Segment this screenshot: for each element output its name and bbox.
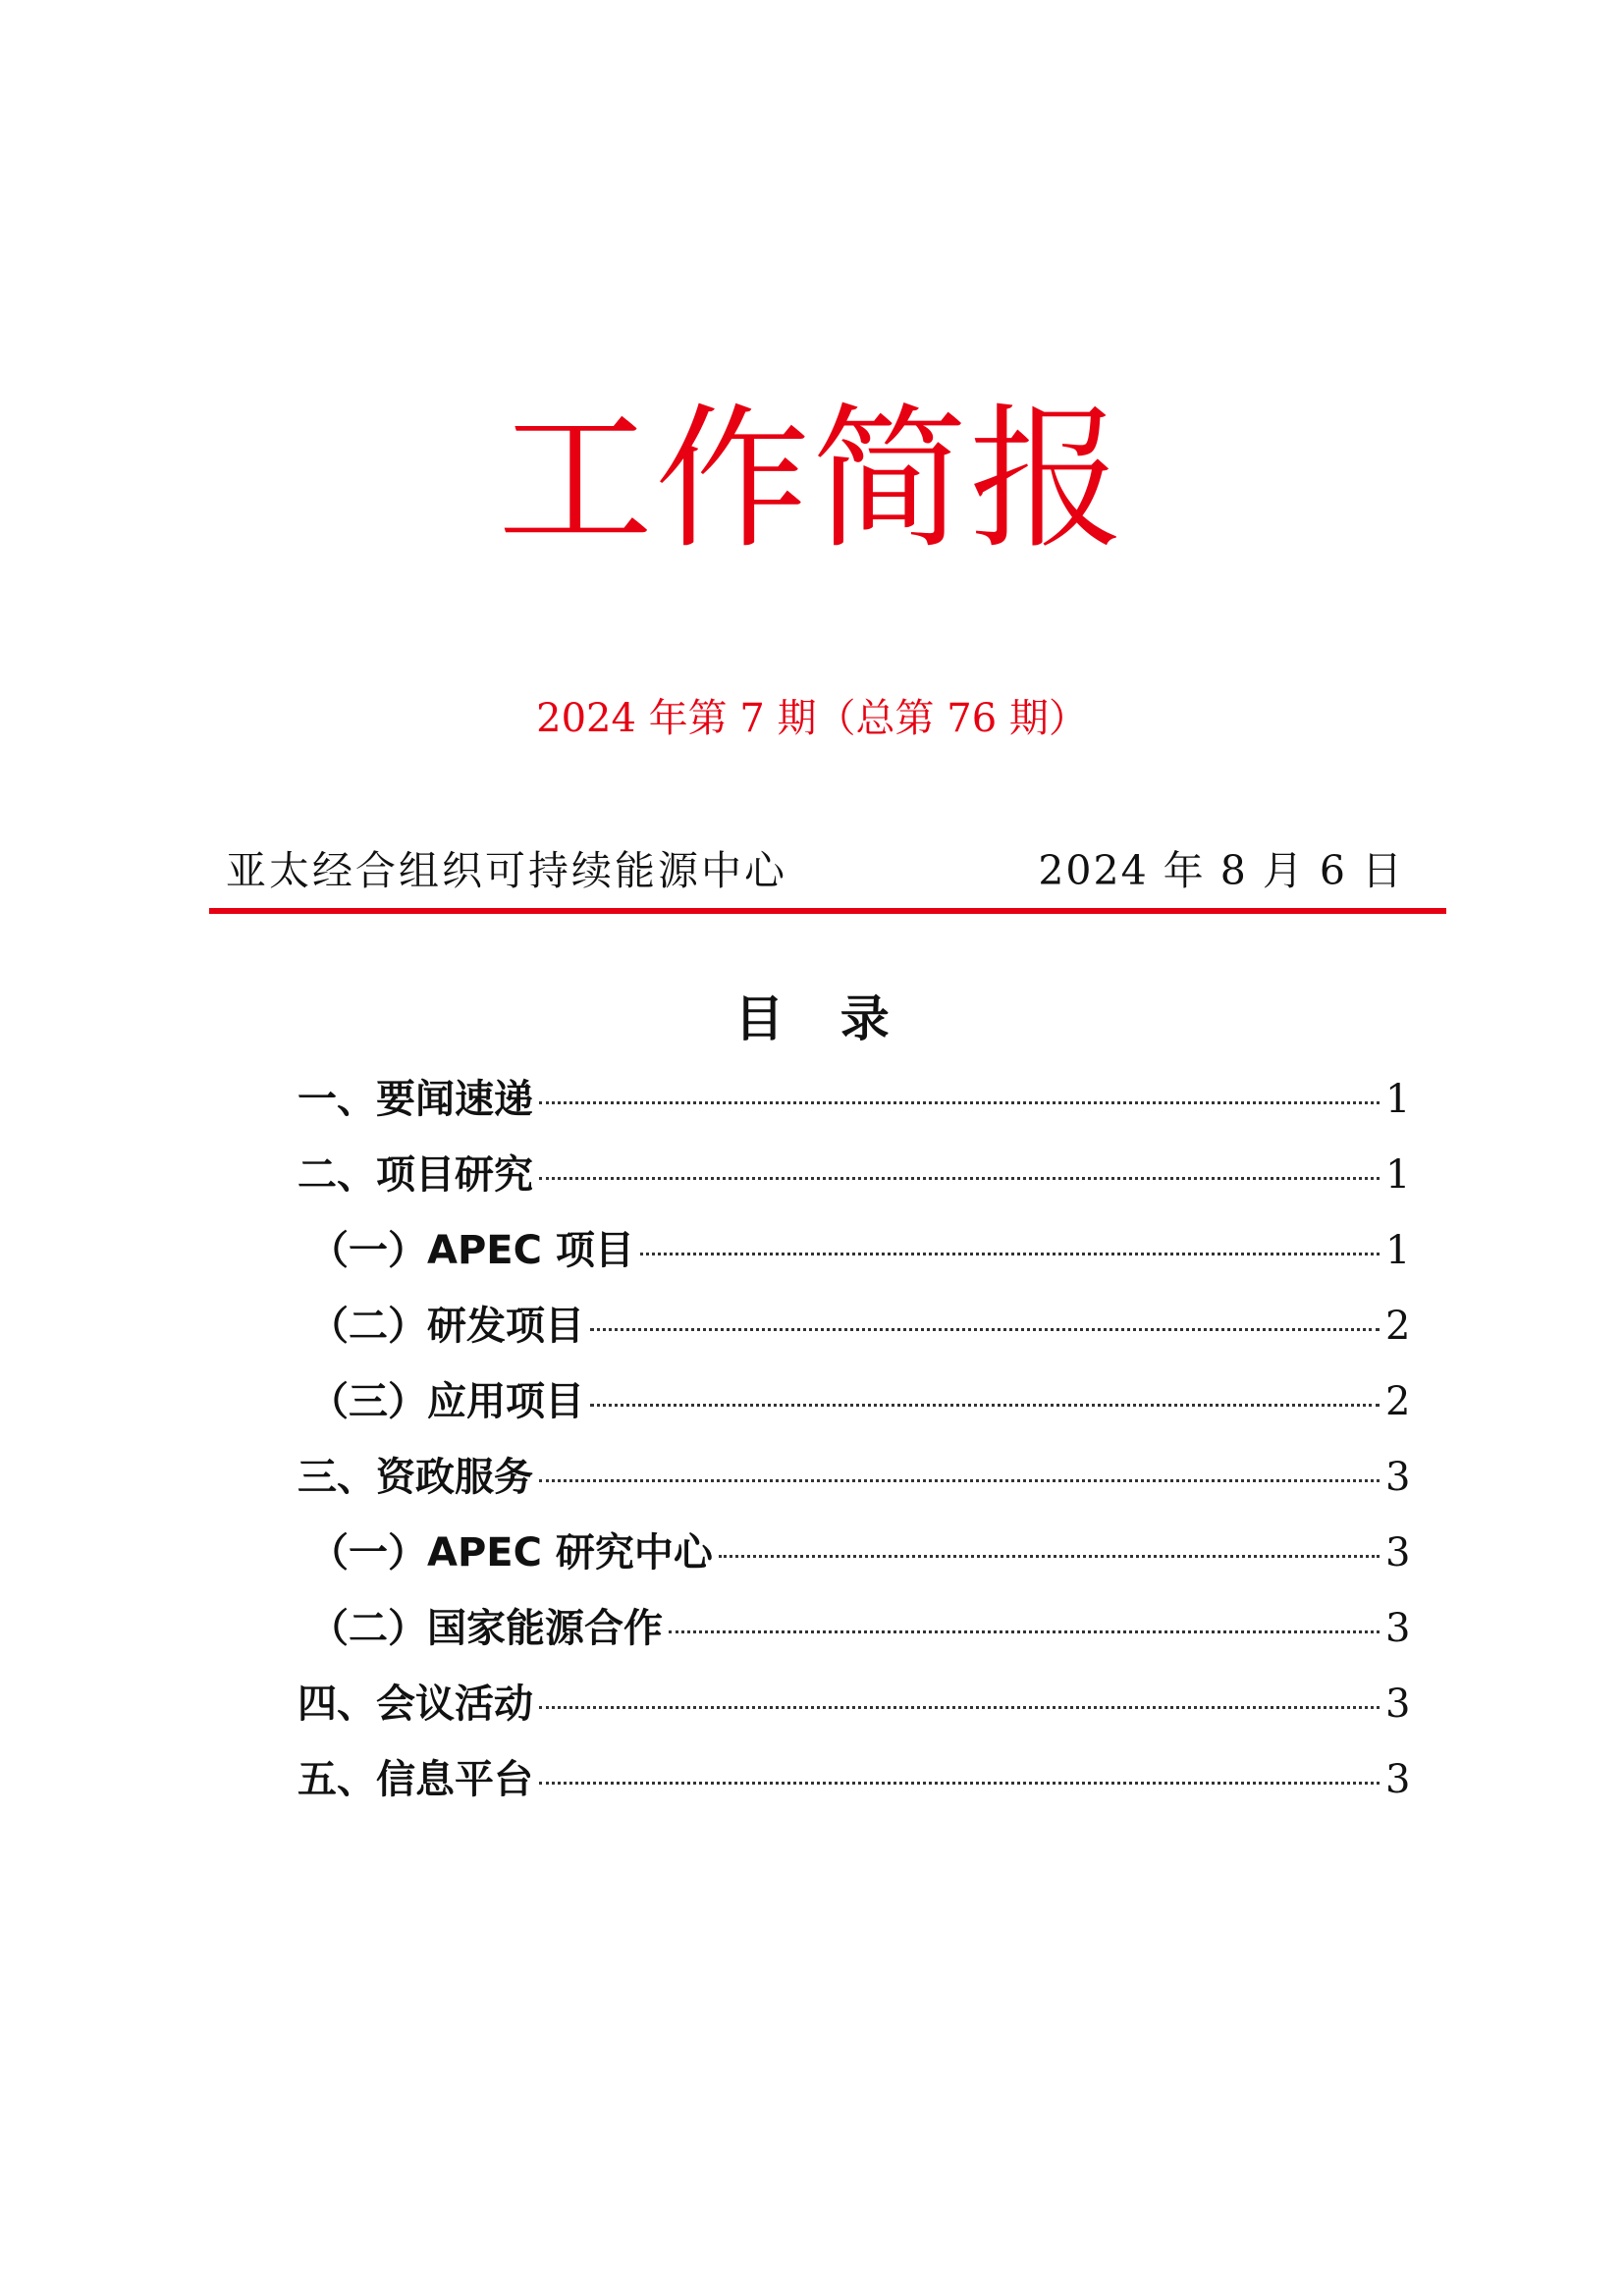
dot-leader [640, 1253, 1380, 1255]
toc-item-project-research[interactable] [298, 1146, 1409, 1221]
organization-name: 亚太经合组织可持续能源中心 [226, 847, 787, 894]
dot-leader [539, 1177, 1380, 1180]
issue-number: 2024 年第 7 期（总第 76 期） [536, 696, 1088, 741]
dot-leader [539, 1782, 1380, 1785]
toc-page-number: 1 [1385, 1228, 1411, 1273]
toc-page-number: 2 [1385, 1304, 1411, 1349]
toc-heading: 目 录 [734, 990, 890, 1047]
table-of-contents [298, 1070, 1409, 1826]
toc-item-rd-projects[interactable] [298, 1297, 1409, 1372]
toc-item-label: 三、资政服务 [298, 1455, 533, 1500]
toc-item-label: 一、要闻速递 [298, 1077, 533, 1122]
toc-item-national-energy-cooperation[interactable] [298, 1599, 1409, 1675]
document-title: 工作简报 [498, 390, 1126, 570]
toc-item-advisory-services[interactable] [298, 1448, 1409, 1523]
masthead-row [226, 846, 1404, 895]
toc-page-number: 3 [1385, 1606, 1411, 1651]
toc-item-apec-projects[interactable] [298, 1221, 1409, 1297]
dot-leader [539, 1101, 1380, 1104]
toc-page-number: 3 [1385, 1682, 1411, 1727]
toc-page-number: 3 [1385, 1530, 1411, 1575]
dot-leader [539, 1479, 1380, 1482]
toc-page-number: 2 [1385, 1379, 1411, 1424]
toc-item-label: 二、项目研究 [298, 1152, 533, 1198]
dot-leader [719, 1555, 1380, 1558]
toc-item-news[interactable] [298, 1070, 1409, 1146]
dot-leader [590, 1404, 1380, 1407]
toc-item-application-projects[interactable] [298, 1372, 1409, 1448]
toc-page-number: 3 [1385, 1757, 1411, 1802]
dot-leader [590, 1328, 1380, 1331]
dot-leader [539, 1706, 1380, 1709]
toc-item-label: （二）研发项目 [309, 1304, 584, 1349]
toc-page-number: 3 [1385, 1455, 1411, 1500]
toc-item-information-platform[interactable] [298, 1750, 1409, 1826]
toc-item-label: 五、信息平台 [298, 1757, 533, 1802]
toc-page-number: 1 [1385, 1077, 1411, 1122]
toc-item-label: （二）国家能源合作 [309, 1606, 663, 1651]
red-divider-line [209, 908, 1446, 914]
toc-item-apec-research-center[interactable] [298, 1523, 1409, 1599]
toc-item-label: 四、会议活动 [298, 1682, 533, 1727]
toc-page-number: 1 [1385, 1152, 1411, 1198]
toc-item-label: （三）应用项目 [309, 1379, 584, 1424]
publish-date: 2024 年 8 月 6 日 [1038, 847, 1404, 894]
toc-item-label: （一）APEC 项目 [309, 1228, 634, 1273]
dot-leader [669, 1630, 1380, 1633]
toc-item-label: （一）APEC 研究中心 [309, 1530, 713, 1575]
toc-item-meetings-events[interactable] [298, 1675, 1409, 1750]
